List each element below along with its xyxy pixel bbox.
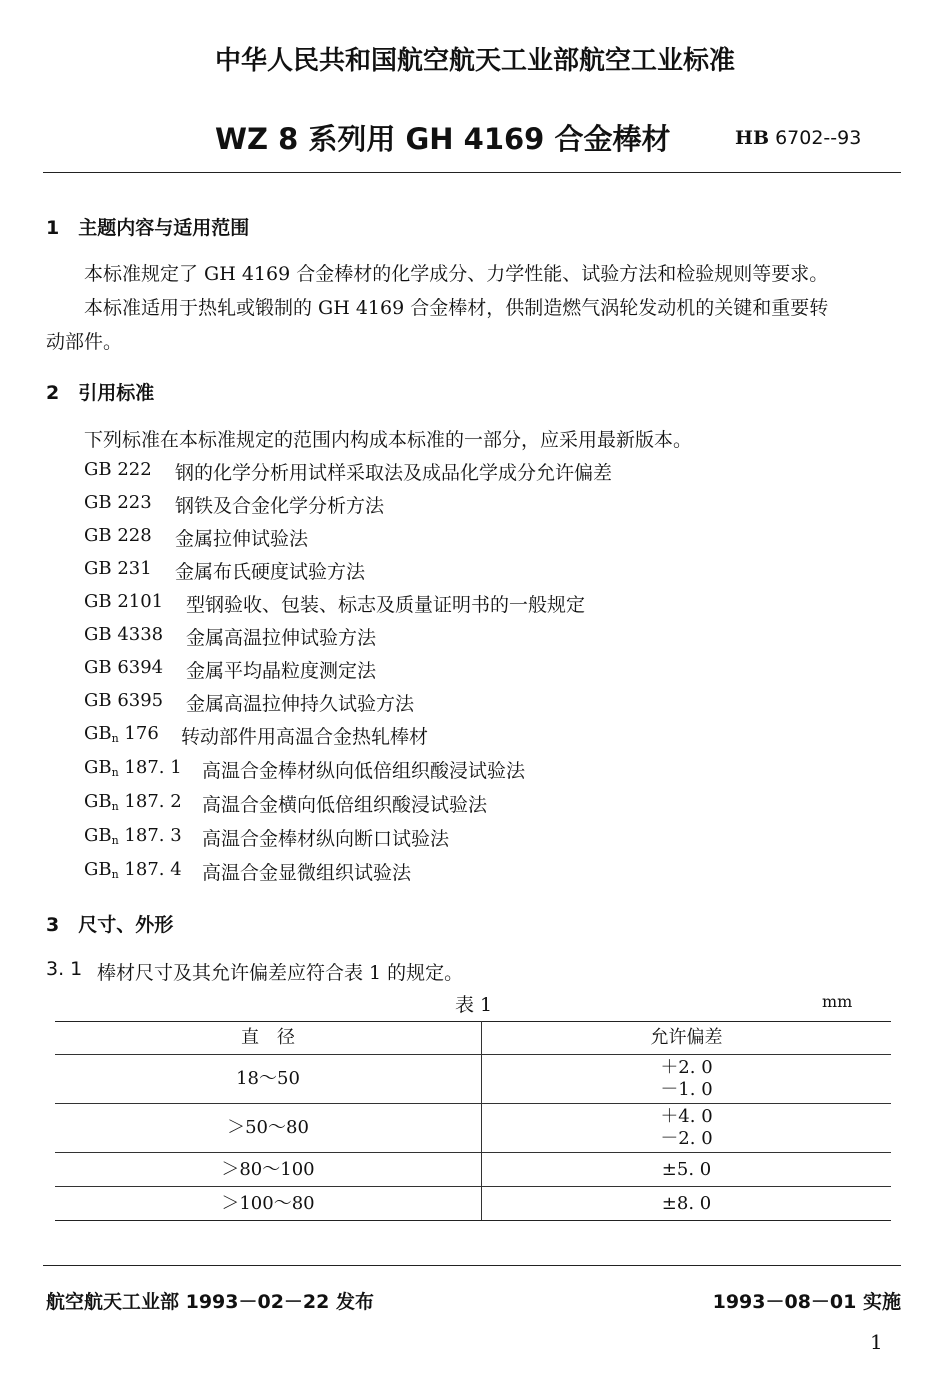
clause-3-1-text: 棒材尺寸及其允许偏差应符合表 1 的规定。 <box>97 962 464 984</box>
reference-code: GB 223 <box>84 492 152 513</box>
standard-code-number: 6702--93 <box>775 127 862 149</box>
reference-code: GB 228 <box>84 525 152 546</box>
tolerance-upper: ＋2. 0 <box>660 1057 713 1078</box>
reference-code: GB 231 <box>84 558 152 579</box>
tolerance-lower: －2. 0 <box>660 1128 713 1149</box>
diameter-cell: ＞100～80 <box>55 1187 482 1221</box>
reference-code: GB 2101 <box>84 591 164 612</box>
reference-title: 型钢验收、包装、标志及质量证明书的一般规定 <box>186 594 586 616</box>
reference-title: 金属高温拉伸持久试验方法 <box>186 693 415 715</box>
page-number: 1 <box>870 1330 883 1354</box>
tolerance-table <box>55 1021 891 1221</box>
section-1-paragraph-1: 本标准规定了 GH 4169 合金棒材的化学成分、力学性能、试验方法和检验规则等要求。 <box>84 263 829 285</box>
section-2-heading: 2 引用标准 <box>46 382 155 404</box>
tolerance-cell <box>482 1104 892 1153</box>
diameter-cell: ＞50～80 <box>55 1104 482 1153</box>
tolerance-lower: －1. 0 <box>660 1079 713 1100</box>
section-3-heading: 3 尺寸、外形 <box>46 914 174 936</box>
reference-title: 金属布氏硬度试验方法 <box>175 561 366 583</box>
reference-title: 高温合金横向低倍组织酸浸试验法 <box>202 794 488 816</box>
reference-title: 钢的化学分析用试样采取法及成品化学成分允许偏差 <box>175 462 613 484</box>
standard-code <box>735 127 861 149</box>
table-caption: 表 1 <box>455 994 493 1016</box>
footer-divider <box>43 1265 901 1266</box>
reference-title: 金属拉伸试验法 <box>175 528 309 550</box>
standard-org-header: 中华人民共和国航空航天工业部航空工业标准 <box>214 46 735 76</box>
table-header-tolerance: 允许偏差 <box>482 1022 892 1055</box>
table-row <box>55 1104 891 1153</box>
reference-code: GB 4338 <box>84 624 164 645</box>
clause-3-1-number: 3. 1 <box>46 958 83 980</box>
header-divider <box>43 172 901 173</box>
table-row <box>55 1055 891 1104</box>
standard-code-prefix: HB <box>735 127 770 149</box>
reference-code: $GB_n$ 176 <box>84 723 159 745</box>
reference-code: $GB_n$ 187. 2 <box>84 791 182 813</box>
tolerance-cell: ±8. 0 <box>482 1187 892 1221</box>
reference-code: GB 222 <box>84 459 152 480</box>
reference-code: $GB_n$ 187. 3 <box>84 825 182 847</box>
reference-title: 转动部件用高温合金热轧棒材 <box>181 726 429 748</box>
table-row <box>55 1187 891 1221</box>
reference-code: $GB_n$ 187. 4 <box>84 859 182 881</box>
table-header-diameter: 直 径 <box>55 1022 482 1055</box>
table-row <box>55 1153 891 1187</box>
table-header-row <box>55 1022 891 1055</box>
section-1-heading: 1 主题内容与适用范围 <box>46 217 250 239</box>
reference-title: 钢铁及合金化学分析方法 <box>175 495 385 517</box>
diameter-cell: ＞80～100 <box>55 1153 482 1187</box>
reference-title: 高温合金棒材纵向低倍组织酸浸试验法 <box>202 760 526 782</box>
effective-date: 1993－08－01 实施 <box>712 1291 901 1313</box>
issued-date: 航空航天工业部 1993－02－22 发布 <box>46 1291 374 1313</box>
reference-title: 金属平均晶粒度测定法 <box>186 660 377 682</box>
reference-code: GB 6394 <box>84 657 164 678</box>
section-2-intro: 下列标准在本标准规定的范围内构成本标准的一部分，应采用最新版本。 <box>84 429 693 451</box>
reference-title: 高温合金显微组织试验法 <box>202 862 412 884</box>
reference-code: $GB_n$ 187. 1 <box>84 757 182 779</box>
reference-title: 高温合金棒材纵向断口试验法 <box>202 828 450 850</box>
reference-code: GB 6395 <box>84 690 164 711</box>
section-1-paragraph-2-line-1: 本标准适用于热轧或锻制的 GH 4169 合金棒材，供制造燃气涡轮发动机的关键和重要转 <box>84 297 829 319</box>
diameter-cell: 18～50 <box>55 1055 482 1104</box>
section-1-paragraph-2-line-2: 动部件。 <box>46 331 123 353</box>
tolerance-upper: ＋4. 0 <box>660 1106 713 1127</box>
tolerance-cell: ±5. 0 <box>482 1153 892 1187</box>
table-unit: mm <box>822 992 853 1011</box>
tolerance-cell <box>482 1055 892 1104</box>
document-title: WZ 8 系列用 GH 4169 合金棒材 <box>215 122 671 156</box>
reference-title: 金属高温拉伸试验方法 <box>186 627 377 649</box>
